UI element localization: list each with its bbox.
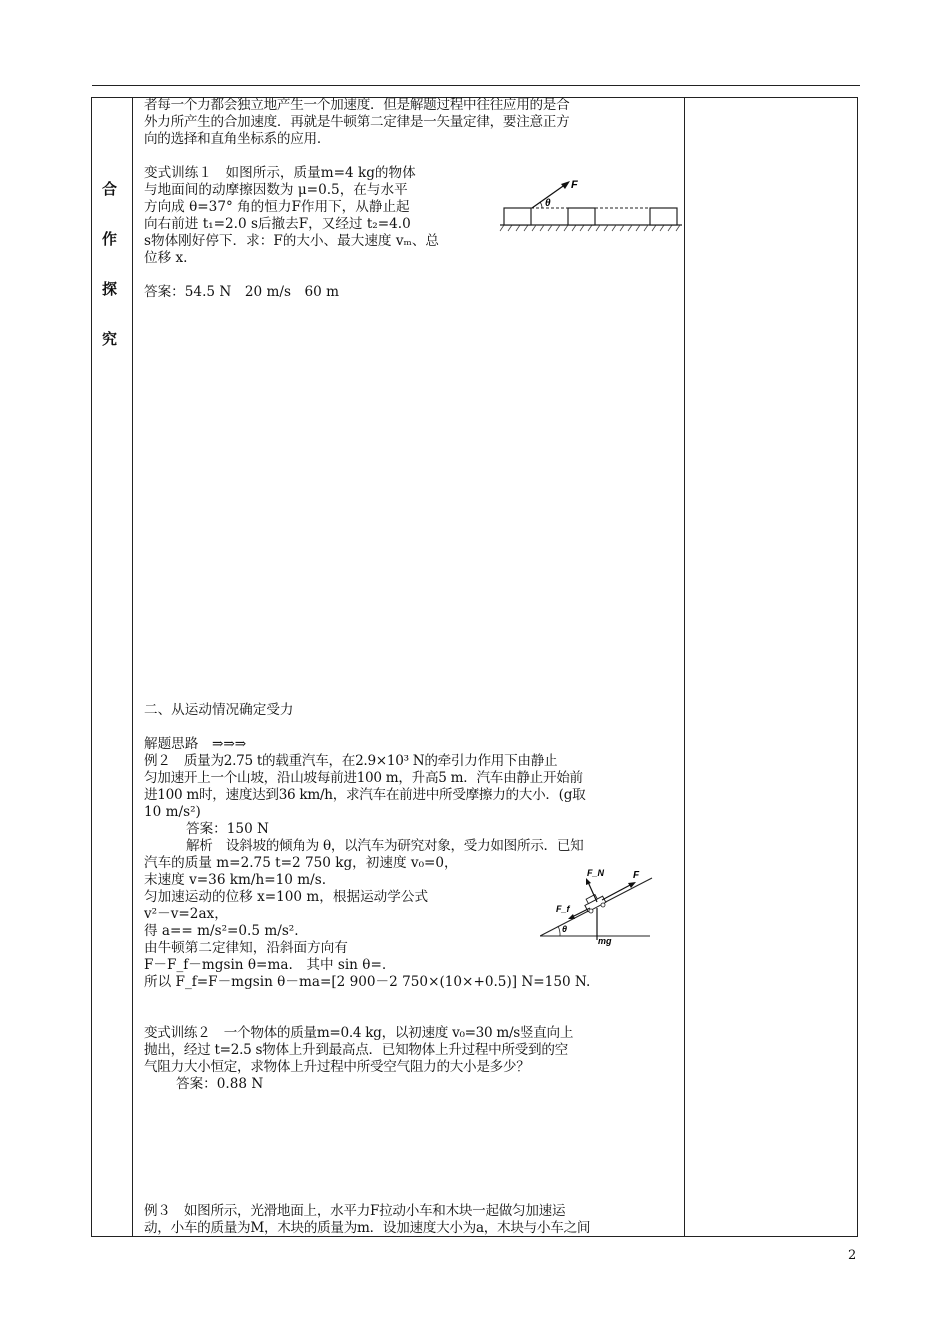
side-heading-char: 作 [102,230,118,248]
example-line: 动，小车的质量为M，木块的质量为m．设加速度大小为a，木块与小车之间 [144,1220,591,1236]
exercise-line: s物体刚好停下．求：F的大小、最大速度 vₘ、总 [144,233,440,249]
fig1-force-label: F [571,179,578,191]
exercise-line: 方向成 θ=37° 角的恒力F作用下，从静止起 [144,199,410,215]
block-middle [568,208,595,225]
answer-line: 答案：0.88 N [176,1076,264,1092]
side-heading-char: 合 [102,180,118,198]
method-line: 解题思路 ⇒⇒⇒ [144,736,247,752]
section-title: 二、从运动情况确定受力 [144,702,294,718]
header-rule [92,85,860,86]
block-start [504,208,531,225]
page-number: 2 [848,1248,857,1263]
fig1-angle-label: θ [545,198,551,209]
solution-line: v²－v=2ax， [144,906,228,922]
example-line: 例３ 如图所示，光滑地面上，水平力F拉动小车和木块一起做匀加速运 [144,1203,566,1219]
answer-line: 答案：54.5 N 20 m/s 60 m [144,284,340,300]
exercise-line: 与地面间的动摩擦因数为 μ=0.5，在与水平 [144,182,408,198]
answer-line: 答案：150 N [186,821,269,837]
figure-incline-forces [540,864,660,946]
exercise-line: 变式训练１ 如图所示，质量m=4 kg的物体 [144,165,416,181]
example-line: 10 m/s²) [144,804,201,820]
side-heading-char: 探 [102,280,118,298]
solution-line: 汽车的质量 m=2.75 t=2 750 kg，初速度 v₀=0， [144,855,458,871]
exercise-line: 抛出，经过 t=2.5 s物体上升到最高点．已知物体上升过程中所受到的空 [144,1042,568,1058]
side-heading-char: 究 [102,330,118,348]
example-line: 进100 m时，速度达到36 km/h，求汽车在前进中所受摩擦力的大小．(g取 [144,787,586,803]
solution-line: 由牛顿第二定律知，沿斜面方向有 [144,940,348,956]
fig2-normal-label: F_N [587,868,605,878]
side-heading-column [92,98,133,1236]
text-line: 者每一个力都会独立地产生一个加速度．但是解题过程中往往应用的是合 [144,97,570,113]
solution-line: 解析 设斜坡的倾角为 θ，以汽车为研究对象，受力如图所示．已知 [186,838,584,854]
exercise-line: 气阻力大小恒定，求物体上升过程中所受空气阻力的大小是多少？ [144,1059,530,1075]
exercise-line: 变式训练２ 一个物体的质量m=0.4 kg，以初速度 v₀=30 m/s竖直向上 [144,1025,574,1041]
notes-column-divider [684,98,685,1236]
text-line: 外力所产生的合加速度．再就是牛顿第二定律是一矢量定律，要注意正方 [144,114,570,130]
fig2-force-label: F [633,870,640,881]
example-line: 例２ 质量为2.75 t的载重汽车，在2.9×10³ N的牵引力作用下由静止 [144,753,558,769]
fig2-angle-label: θ [562,924,568,934]
exercise-line: 位移 x. [144,250,188,266]
solution-line: 匀加速运动的位移 x=100 m，根据运动学公式 [144,889,429,905]
solution-line: 得 a== m/s²=0.5 m/s². [144,923,299,939]
fig2-friction-label: F_f [556,904,570,914]
text-line: 向的选择和直角坐标系的应用． [144,131,331,147]
solution-line: 末速度 v=36 km/h=10 m/s. [144,872,327,888]
solution-line: F－F_f－mgsin θ=ma. 其中 sin θ=. [144,957,387,973]
fig2-weight-label: mg [598,936,612,946]
figure-block-force [498,172,684,234]
example-line: 匀加速开上一个山坡，沿山坡每前进100 m，升高5 m．汽车由静止开始前 [144,770,583,786]
exercise-line: 向右前进 t₁=2.0 s后撤去F，又经过 t₂=4.0 [144,216,411,232]
solution-line: 所以 F_f=F－mgsin θ－ma=[2 900－2 750×(10×+0.5)] N=150 N. [144,974,591,990]
block-end [650,208,677,225]
